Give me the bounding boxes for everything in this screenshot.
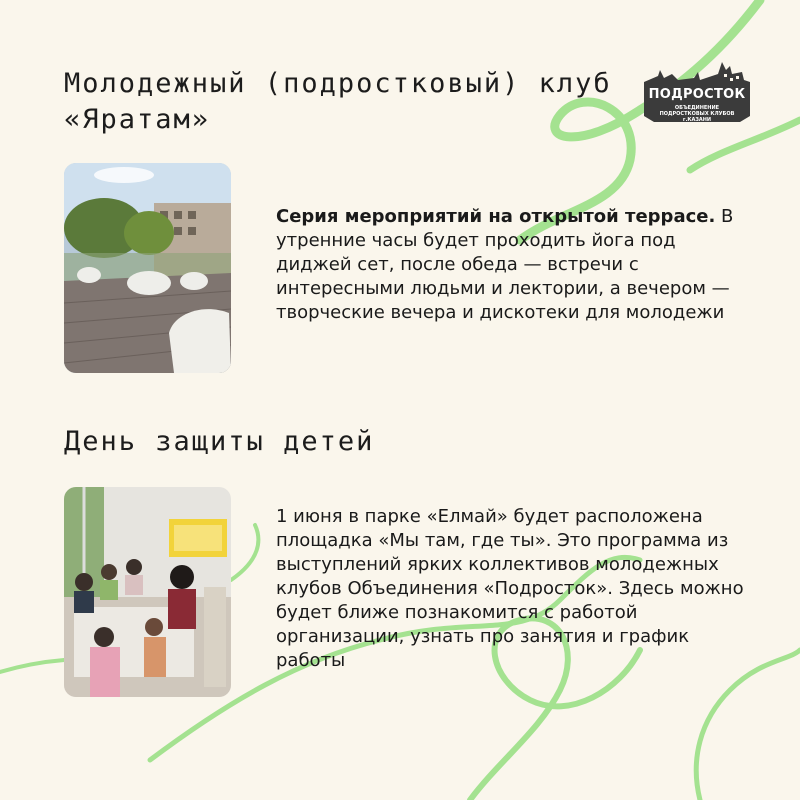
section2-description: 1 июня в парке «Елмай» будет расположена площадка «Мы там, где ты». Это программа из выступлений ярких коллективов молодежных клубов Объединения «Подросток». Здесь можно будет ближе познакомится с работой организации, узнать про занятия и график работы xyxy=(276,506,744,671)
classroom-photo xyxy=(64,487,231,697)
section1-body: В утренние часы будет проходить йога под диджей сет, после обеда — встречи с интересными людьми и лектории, а вечером — творческие вечера и дискотеки для молодежи xyxy=(276,206,734,323)
terrace-photo xyxy=(64,163,231,373)
podrostok-logo xyxy=(638,60,756,128)
section2-title: День защиты детей xyxy=(64,426,375,457)
section1-lead: Серия мероприятий на открытой террасе. xyxy=(276,206,716,227)
section1-title: Молодежный (подростковый) клуб «Яратам» xyxy=(64,68,612,135)
section1-description xyxy=(276,205,756,325)
logo-title: ПОДРОСТОК xyxy=(648,87,746,102)
logo-subtitle: ОБЪЕДИНЕНИЕ ПОДРОСТКОВЫХ КЛУБОВ г.КАЗАНИ xyxy=(659,105,735,123)
